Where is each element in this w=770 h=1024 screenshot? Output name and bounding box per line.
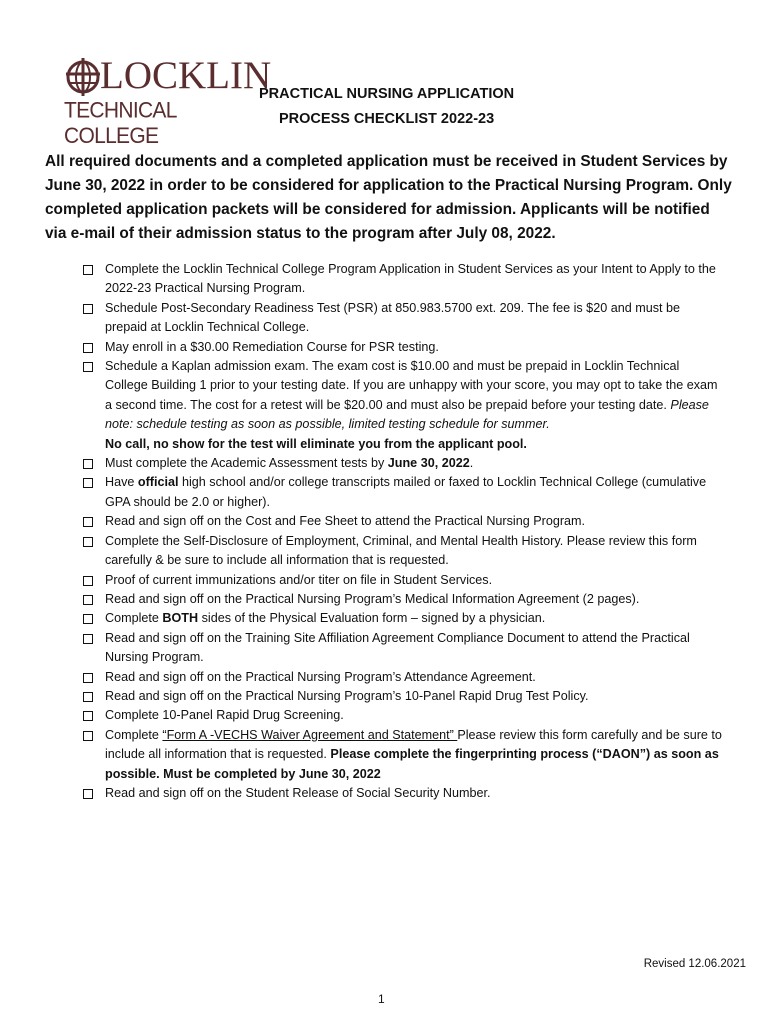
checklist-item [80,784,725,803]
checkbox-icon[interactable] [83,673,93,683]
logo-name-line: LOCKLIN [100,54,272,97]
checklist-item-text: Read and sign off on the Training Site Affiliation Agreement Compliance Document to attend the Practical Nursing Program. [105,630,690,665]
checklist-item-lead: Complete [105,727,159,742]
checkbox-icon[interactable] [83,517,93,527]
checklist-item [80,590,725,609]
checklist-item-text: Must complete the Academic Assessment tests by [105,456,385,471]
checkbox-icon[interactable] [83,478,93,488]
checklist-item-text: Complete the Self-Disclosure of Employment, Criminal, and Mental Health History. Please review this form carefully & be sure to include all information that is requested. [105,533,697,568]
document-title-line-2: PROCESS CHECKLIST 2022-23 [279,111,495,127]
checklist-item-emphasis: official [137,475,179,490]
checklist-item-text: Read and sign off on the Practical Nursing Program’s 10-Panel Rapid Drug Test Policy. [105,688,589,703]
checklist-item-text: Proof of current immunizations and/or titer on file in Student Services. [105,572,493,587]
page-number: 1 [378,992,385,1006]
checkbox-icon[interactable] [83,343,93,353]
checklist-item [80,609,725,628]
checkbox-icon[interactable] [83,731,93,741]
checklist-item-warning: No call, no show for the test will eliminate you from the applicant pool. [105,436,527,451]
intro-paragraph: All required documents and a completed application must be received in Student Services by June 30, 2022 in order to be considered for application to the Practical Nursing Program. Only completed application packets will be considered for admission. Applicants will be notified via e-mail of their admission status to the program after July 08, 2022. [45,153,732,242]
checklist-item-lead: Complete [105,611,159,626]
checklist-item-text: May enroll in a $30.00 Remediation Course for PSR testing. [105,339,439,354]
checklist-item-text: Schedule Post-Secondary Readiness Test (PSR) at 850.983.5700 ext. 209. The fee is $20 and must be prepaid at Locklin Technical College. [105,300,681,335]
globe-cross-emblem-icon [63,57,103,97]
checklist-item [80,629,725,668]
checklist-item-form-name: “Form A -VECHS Waiver Agreement and Statement” [162,727,458,742]
checkbox-icon[interactable] [83,711,93,721]
checkbox-icon[interactable] [83,692,93,702]
checklist-item-text: Read and sign off on the Practical Nursing Program’s Attendance Agreement. [105,669,536,684]
checkbox-icon[interactable] [83,265,93,275]
checklist-item [80,260,725,299]
document-title-line-1: PRACTICAL NURSING APPLICATION [259,86,515,102]
checklist-item [80,454,725,473]
checklist-item-note: Please note: schedule testing as soon as possible, limited testing schedule for summer. [105,397,709,432]
checklist-item [80,726,725,784]
checklist-item-text: Complete the Locklin Technical College Program Application in Student Services as your Intent to Apply to the 2022-23 Practical Nursing Program. [105,262,716,296]
checklist-item [80,687,725,706]
checklist-item-emphasis: June 30, 2022 [387,456,470,471]
checkbox-icon[interactable] [83,595,93,605]
checklist-item-emphasis: BOTH [162,611,199,626]
checklist-item-warning: Please complete the fingerprinting process (“DAON”) as soon as possible. Must be completed by June 30, 2022 [105,747,719,781]
logo-subtitle-line: TECHNICAL COLLEGE [64,98,176,149]
checklist-item-tail: . [469,456,474,471]
checklist-item [80,299,725,338]
checklist-item-lead: Have [105,475,135,490]
checklist-item-text: Schedule a Kaplan admission exam. The exam cost is $10.00 and must be prepaid in Locklin Technical College Building 1 prior to your testing date. If you are unhappy with your score, you may opt to take the exam a second time. The cost for a retest will be $20.00 and must also be prepaid before your testing date. [105,359,718,412]
checkbox-icon[interactable] [83,459,93,469]
checkbox-icon[interactable] [83,304,93,314]
checkbox-icon[interactable] [83,576,93,586]
college-logo [60,54,272,149]
checklist-item-text: sides of the Physical Evaluation form – signed by a physician. [201,611,546,626]
checklist-item [80,571,725,590]
checkbox-icon[interactable] [83,789,93,799]
checklist-item [80,473,725,512]
checkbox-icon[interactable] [83,537,93,547]
checklist-item-text: high school and/or college transcripts mailed or faxed to Locklin Technical College (cumulative GPA should be 2.0 or higher). [105,475,707,509]
checklist-item-text: Read and sign off on the Student Release of Social Security Number. [105,785,491,800]
checkbox-icon[interactable] [83,634,93,644]
checklist-item [80,338,725,357]
requirements-checklist [80,260,725,803]
checkbox-icon[interactable] [83,362,93,372]
checklist-item-text: Read and sign off on the Cost and Fee Sheet to attend the Practical Nursing Program. [105,514,586,529]
checklist-item-text: Complete 10-Panel Rapid Drug Screening. [105,708,344,723]
revision-date: Revised 12.06.2021 [643,958,746,970]
checklist-item-text: Read and sign off on the Practical Nursing Program’s Medical Information Agreement (2 pages). [105,591,640,606]
checklist-item [80,357,725,454]
checklist-item-text: Please review this form carefully and be sure to include all information that is requested. [105,727,722,762]
checklist-item [80,512,725,531]
checklist-item [80,706,725,725]
checklist-item [80,532,725,571]
checklist-item [80,668,725,687]
checkbox-icon[interactable] [83,614,93,624]
